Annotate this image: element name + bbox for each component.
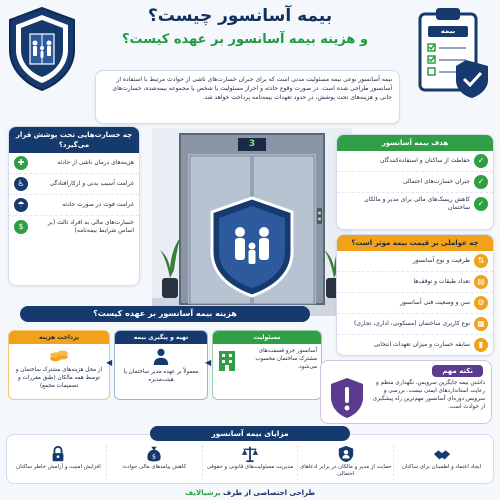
scales-icon (241, 445, 259, 463)
list-item-label: تعداد طبقات و توقف‌ها (413, 278, 470, 285)
list-item-label: خسارت‌های مالی به افراد ثالث (بر اساس شرایط بیمه‌نامه) (47, 219, 134, 234)
list-item (337, 172, 493, 193)
coverage-heading: چه خسارت‌هایی تحت پوشش قرار می‌گیرد؟ (9, 127, 139, 153)
note-text: داشتن بیمه جایگزین سرویس، نگهداری منظم و رعایت استانداردهای ایمنی نیست. بررسی و سرویس دوره‌ای آسانسور مهم‌ترین راه پیشگیری از حوادث است. (372, 380, 485, 410)
gear-icon: ⚙ (474, 296, 488, 310)
benefit-label: ایجاد اعتماد و اطمینان برای ساکنان (402, 464, 482, 470)
arrow-left-icon: ◀ (205, 358, 212, 367)
list-item-label: کاهش ریسک‌های مالی برای مدیر و مالکان ساختمان (364, 196, 470, 211)
benefit-label: کاهش پیامدهای مالی حوادث (122, 464, 187, 470)
umbrella-icon: ☂ (14, 198, 28, 212)
list-item (337, 272, 493, 293)
list-item-label: غرامت فوت در صورت حادثه (62, 201, 134, 208)
money-bag-icon (145, 445, 163, 463)
family-shield-icon (6, 6, 78, 92)
benefit-label: مدیریت مسئولیت‌های قانونی و حقوقی (206, 464, 294, 470)
list-item (9, 153, 139, 174)
elevator-icon: ⇅ (474, 254, 488, 268)
benefit-item (297, 445, 393, 481)
cost-heading: هزینه بیمه آسانسور بر عهده کیست؟ (20, 306, 310, 322)
check-icon: ✓ (474, 154, 488, 168)
coins-icon (48, 347, 70, 363)
svg-text:$: $ (152, 453, 157, 461)
list-item-label: سابقه خسارت و میزان تعهدات انتخابی (373, 341, 470, 348)
clipboard-check-icon (414, 4, 494, 100)
list-item-label: غرامت آسیب بدنی و ازکارافتادگی (49, 180, 134, 187)
lock-icon (49, 445, 67, 463)
manager-icon (152, 347, 170, 365)
cost-column-text: آسانسور جزو قسمت‌های مشترک ساختمان محسوب می‌شود. (255, 348, 317, 370)
list-item-label: ظرفیت و نوع آسانسور (412, 257, 470, 264)
cost-column-title: تهیه و پیگیری بیمه (115, 331, 207, 344)
list-item (9, 216, 139, 238)
benefit-label: حمایت از مدیر و مالکان در برابر ادعاهای احتمالی (300, 464, 392, 477)
price-factors-heading: چه عواملی بر قیمت بیمه موثر است؟ (337, 235, 493, 251)
goal-heading: هدف بیمه آسانسور (337, 135, 493, 151)
benefit-item (393, 445, 489, 481)
list-item (9, 174, 139, 195)
intro-box: بیمه آسانسور نوعی بیمه مسئولیت مدنی است که برای جبران خسارت‌های ناشی از حوادث مرتبط با استفاده از آسانسور طراحی شده است. در صورت وقوع حادثه و احراز مسئولیت یا شخص یا مجموعه بیمه‌شده، خسارت‌های جانی و هزینه‌های تحت پوشش، در حدود تعهدات بیمه‌نامه پرداخت خواهد شد. (95, 70, 400, 124)
footer-prefix: طراحی اختصاصی از طرف (223, 489, 315, 497)
list-item-label: هزینه‌های درمان ناشی از حادثه (57, 159, 134, 166)
cost-column-text: از محل هزینه‌های مشترک ساختمان و توسط همه مالکان (طبق مقررات و تصمیمات مجمع) (15, 367, 103, 389)
cost-column-responsibility (212, 330, 322, 400)
check-icon: ✓ (474, 197, 488, 211)
note-heading: نکته مهم (432, 365, 483, 377)
list-item (9, 195, 139, 216)
chart-icon: ▮ (474, 338, 488, 352)
check-icon: ✓ (474, 175, 488, 189)
handshake-icon (433, 445, 451, 463)
building-icon: ▦ (474, 317, 488, 331)
list-item-label: حفاظت از ساکنان و استفاده‌کنندگان (380, 157, 470, 164)
important-note (320, 360, 492, 424)
list-item (337, 193, 493, 215)
list-item-label: نوع کاربری ساختمان (مسکونی، اداری، تجاری) (354, 320, 470, 327)
cost-column-management (114, 330, 208, 400)
building-icon (217, 347, 237, 371)
shield-user-icon (337, 445, 355, 463)
list-item-label: جبران خسارت‌های احتمالی (402, 178, 470, 185)
cost-column-text: معمولاً بر عهده مدیر ساختمان یا هیئت‌مدیره (123, 369, 199, 383)
cost-column-payment (8, 330, 113, 400)
list-item (337, 335, 493, 355)
arrow-left-icon: ◀ (106, 358, 113, 367)
benefit-item (106, 445, 202, 481)
floor-indicator: 3 (248, 139, 256, 149)
list-item (337, 151, 493, 172)
money-icon: $ (14, 220, 28, 234)
page-subtitle: و هزینه بیمه آسانسور بر عهده کیست؟ (121, 32, 369, 47)
benefit-item (11, 445, 106, 481)
warning-shield-icon (329, 377, 365, 419)
goal-card (336, 134, 494, 230)
price-factors-card (336, 234, 494, 356)
list-item-label: سن و وضعیت فنی آسانسور (400, 299, 470, 306)
page-title: بیمه آسانسور چیست؟ (147, 6, 333, 26)
benefit-item (202, 445, 298, 481)
brand-name[interactable]: پرشیالایف (185, 489, 221, 497)
stairs-icon: ▤ (474, 275, 488, 289)
medical-kit-icon: ✚ (14, 156, 28, 170)
coverage-card (8, 126, 140, 286)
badge-label: بیمه (440, 27, 456, 35)
benefits-heading: مزایای بیمه آسانسور (150, 426, 350, 441)
list-item (337, 314, 493, 335)
benefit-label: افزایش امنیت و آرامش خاطر ساکنان (16, 464, 101, 470)
benefits-panel (6, 434, 494, 484)
wheelchair-icon: ♿ (14, 177, 28, 191)
cost-column-title: پرداخت هزینه (9, 331, 109, 344)
list-item (337, 251, 493, 272)
list-item (337, 293, 493, 314)
elevator-illustration (152, 128, 352, 316)
footer-credit (0, 486, 500, 500)
cost-column-title: مسئولیت (213, 331, 321, 344)
